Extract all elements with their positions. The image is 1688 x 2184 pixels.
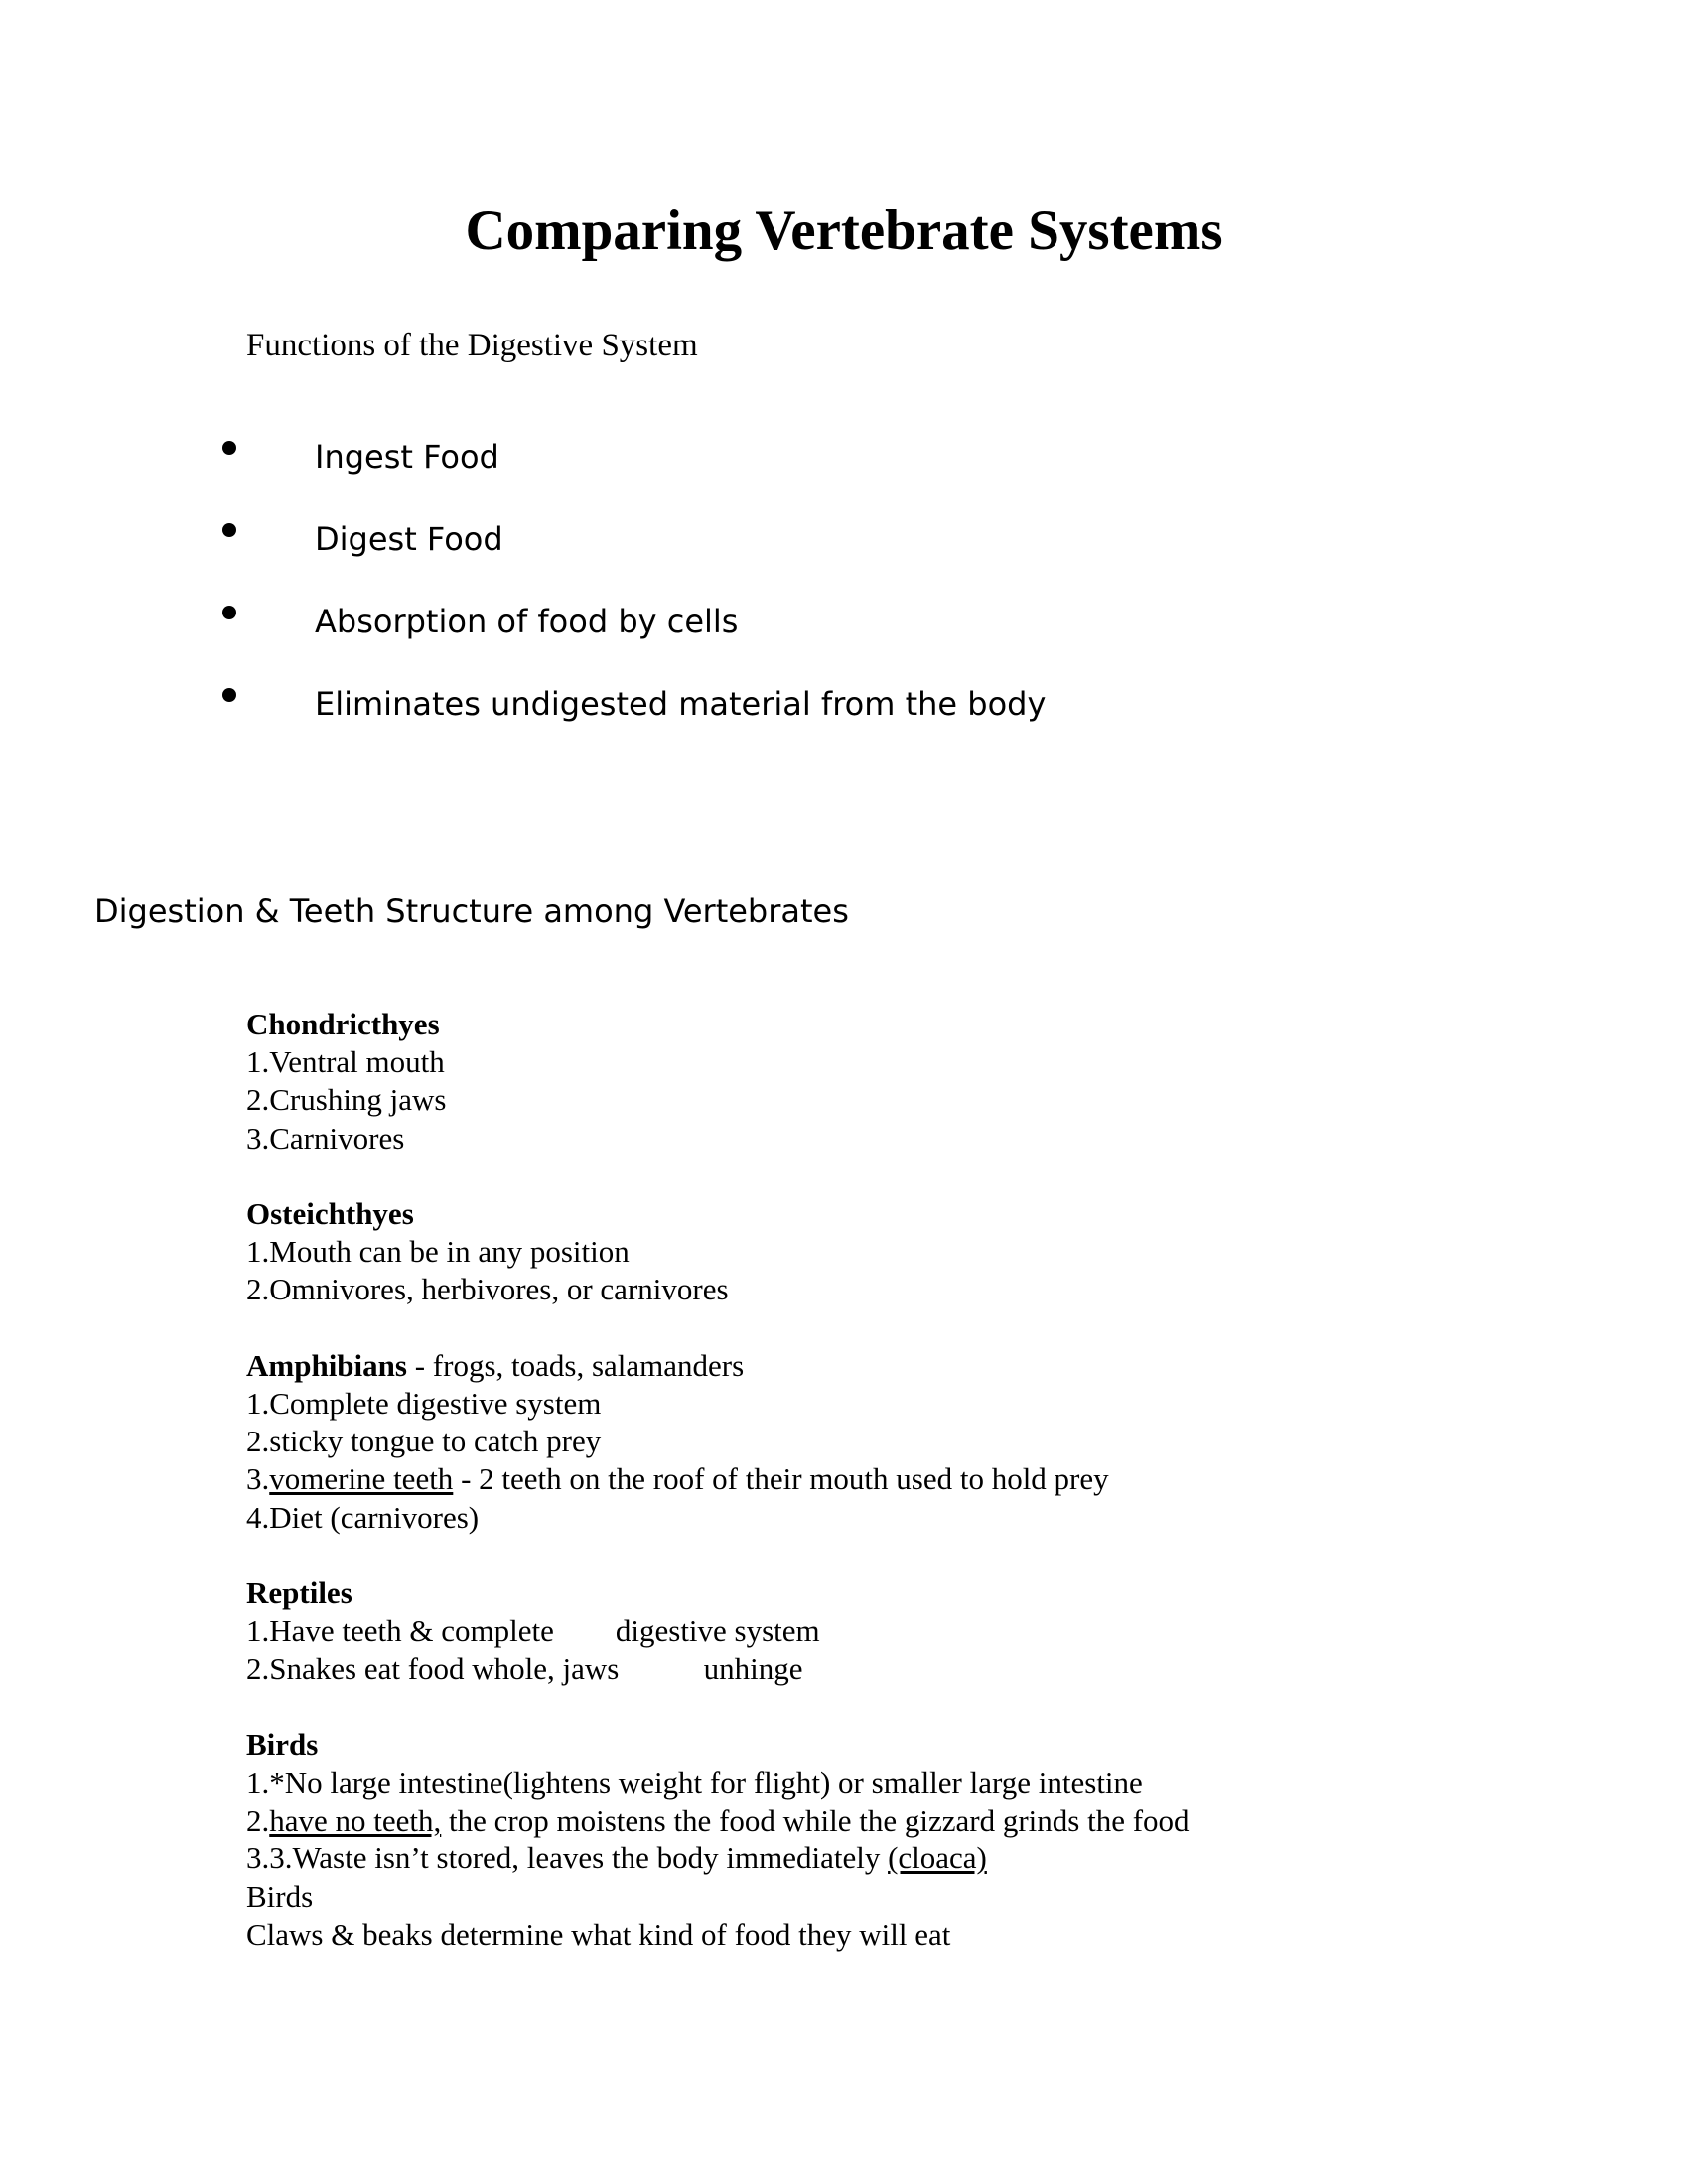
function-item: Absorption of food by cells	[315, 603, 739, 640]
group-item: 2.sticky tongue to catch prey	[246, 1424, 602, 1459]
item-text: the crop moistens the food while the gizzard grinds the food	[441, 1803, 1190, 1839]
group-amphibians	[246, 1347, 1190, 1537]
group-item: 2.Omnivores, herbivores, or carnivores	[246, 1272, 729, 1307]
bullet-icon	[222, 606, 236, 619]
group-header	[246, 1347, 1190, 1385]
group-item: 4.Diet (carnivores)	[246, 1499, 480, 1535]
group-item	[246, 1840, 1190, 1877]
bullet-icon	[222, 688, 236, 702]
group-item: 3.Carnivores	[246, 1120, 405, 1156]
item-number: 3.	[246, 1461, 270, 1497]
group-osteichthyes	[246, 1195, 1190, 1309]
group-item: 2.Snakes eat food whole, jaws unhinge	[246, 1651, 803, 1687]
group-name: Osteichthyes	[246, 1196, 414, 1231]
group-item: 1.Have teeth & complete digestive system	[246, 1613, 820, 1649]
group-item: 1.*No large intestine(lightens weight for flight) or smaller large intestine	[246, 1765, 1143, 1800]
group-name: Amphibians	[246, 1347, 407, 1383]
function-item: Eliminates undigested material from the body	[315, 685, 1047, 723]
group-birds	[246, 1726, 1190, 1954]
group-chondricthyes	[246, 1006, 1190, 1158]
bullet-icon	[222, 441, 236, 455]
group-item: 1.Complete digestive system	[246, 1386, 602, 1421]
underlined-term: have no teeth,	[269, 1803, 442, 1839]
group-item: 1.Mouth can be in any position	[246, 1234, 630, 1270]
group-reptiles	[246, 1574, 1190, 1689]
underlined-term: (cloaca)	[888, 1841, 987, 1876]
group-examples: - frogs, toads, salamanders	[406, 1347, 745, 1383]
function-item: Ingest Food	[315, 438, 499, 476]
function-item: Digest Food	[315, 520, 503, 558]
group-extra-label: Birds	[246, 1878, 314, 1914]
underlined-term: vomerine teeth	[269, 1461, 454, 1497]
group-extra-line: Claws & beaks determine what kind of food they will eat	[246, 1916, 951, 1952]
item-number: 2.	[246, 1803, 270, 1839]
group-item: 1.Ventral mouth	[246, 1044, 445, 1080]
group-item	[246, 1460, 1190, 1498]
item-text: 3.3.Waste isn’t stored, leaves the body immediately	[246, 1841, 889, 1876]
group-item	[246, 1802, 1190, 1840]
page-title: Comparing Vertebrate Systems	[465, 200, 1223, 262]
vertebrate-groups	[246, 1006, 1190, 1991]
group-name: Birds	[246, 1726, 319, 1762]
bullet-icon	[222, 523, 236, 537]
subtitle: Functions of the Digestive System	[246, 328, 698, 363]
group-item: 2.Crushing jaws	[246, 1082, 447, 1118]
section-heading: Digestion & Teeth Structure among Vertebrates	[94, 892, 849, 930]
group-name: Reptiles	[246, 1575, 352, 1610]
group-name: Chondricthyes	[246, 1007, 440, 1041]
item-text: - 2 teeth on the roof of their mouth used to hold prey	[453, 1461, 1109, 1497]
